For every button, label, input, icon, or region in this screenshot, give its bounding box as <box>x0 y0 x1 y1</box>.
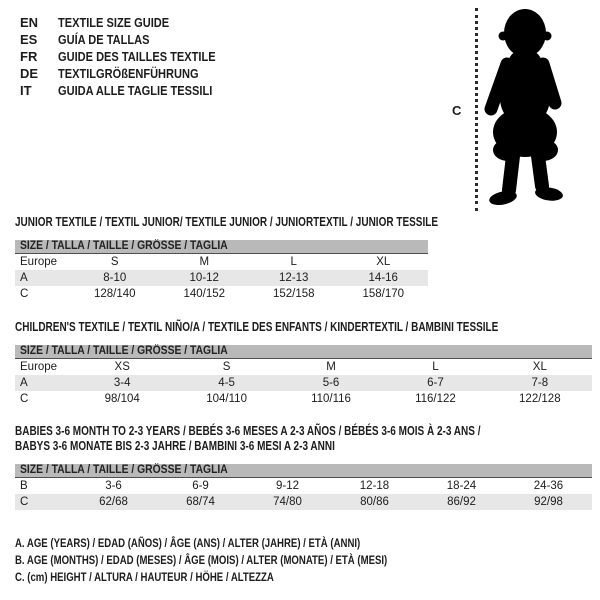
table-row <box>15 478 592 494</box>
size-cell: 152/158 <box>272 288 315 300</box>
size-cell: 6-9 <box>192 480 209 492</box>
size-cell: 6-7 <box>427 377 444 389</box>
table-title <box>15 320 592 335</box>
size-cell: 12-13 <box>279 272 309 284</box>
table-title <box>15 215 439 230</box>
size-cell: XL <box>532 361 547 373</box>
size-cell: 10-12 <box>189 272 219 284</box>
size-cell: 128/140 <box>93 288 136 300</box>
language-title: GUIDA ALLE TAGLIE TESSILI <box>58 83 213 98</box>
size-cell: 104/110 <box>206 393 247 405</box>
size-header-bar <box>15 240 428 254</box>
table-row <box>15 494 592 510</box>
size-cell: 18-24 <box>446 480 477 492</box>
table-title-line <box>15 320 592 335</box>
size-cell: 3-4 <box>113 377 131 389</box>
row-label: A <box>20 272 28 284</box>
size-cell: 7-8 <box>531 377 549 389</box>
table-row <box>15 359 592 375</box>
table-row <box>15 270 428 286</box>
size-header-bar <box>15 345 592 359</box>
baby-silhouette-icon <box>470 6 590 212</box>
table-row <box>15 286 428 302</box>
language-row <box>20 82 243 99</box>
size-cell: XS <box>114 361 130 373</box>
language-title: GUÍA DE TALLAS <box>58 32 150 47</box>
size-header-text: SIZE / TALLA / TAILLE / GRÖSSE / TAGLIA <box>20 240 228 252</box>
size-cell: 14-16 <box>368 272 398 284</box>
language-row <box>20 65 243 82</box>
language-code: FR <box>20 49 38 64</box>
size-cell: L <box>290 256 297 268</box>
size-cell: 12-18 <box>359 480 390 492</box>
size-cell: M <box>199 256 210 268</box>
row-label: A <box>20 377 28 389</box>
size-cell: 3-6 <box>105 480 122 492</box>
table-title-text: BABIES 3-6 MONTH TO 2-3 YEARS / BEBÉS 3-6 MESES A 2-3 AÑOS / BÉBÉS 3-6 MOIS À 2-3 ANS / <box>15 424 481 438</box>
size-cell: 68/74 <box>186 496 215 508</box>
size-cell: XL <box>376 256 391 268</box>
language-list <box>20 14 243 99</box>
size-cell: 4-5 <box>218 377 235 389</box>
size-cell: 110/116 <box>311 393 351 405</box>
table-title-text: CHILDREN'S TEXTILE / TEXTIL NIÑO/A / TEXTILE DES ENFANTS / KINDERTEXTIL / BAMBINI TESSILE <box>15 320 499 334</box>
size-cell: 140/152 <box>183 288 226 300</box>
language-code: DE <box>20 66 39 81</box>
size-header-text: SIZE / TALLA / TAILLE / GRÖSSE / TAGLIA <box>20 464 228 476</box>
language-code: ES <box>20 32 38 47</box>
language-row <box>20 48 243 65</box>
size-header-bar <box>15 464 592 478</box>
section-junior-textile <box>15 215 439 302</box>
table-row <box>15 391 592 407</box>
size-cell: M <box>326 361 336 373</box>
note-text: C. (cm) HEIGHT / ALTURA / HAUTEUR / HÖHE / ALTEZZA <box>15 570 274 584</box>
row-label: Europe <box>20 361 58 373</box>
table-row <box>15 254 428 270</box>
size-cell: 92/98 <box>534 496 563 508</box>
size-table <box>15 359 592 407</box>
note-line <box>15 535 480 552</box>
size-cell: S <box>110 256 119 268</box>
row-label: C <box>20 496 29 508</box>
note-text: A. AGE (YEARS) / EDAD (AÑOS) / ÂGE (ANS) / ALTER (JAHRE) / ETÀ (ANNI) <box>15 536 361 550</box>
table-title-text: BABYS 3-6 MONATE BIS 2-3 JAHRE / BAMBINI 3-6 MESI A 2-3 ANNI <box>15 439 335 453</box>
table-title <box>15 424 592 454</box>
size-cell: L <box>432 361 439 373</box>
size-cell: S <box>222 361 231 373</box>
size-cell: 86/92 <box>447 496 476 508</box>
size-cell: 80/86 <box>360 496 389 508</box>
language-row <box>20 31 243 48</box>
size-cell: 8-10 <box>103 272 127 284</box>
size-cell: 5-6 <box>322 377 340 389</box>
table-row <box>15 375 592 391</box>
language-row <box>20 14 243 31</box>
height-label-c: C <box>452 103 462 118</box>
language-title: GUIDE DES TAILLES TEXTILE <box>58 49 216 64</box>
section-babies-textile <box>15 424 592 510</box>
size-table <box>15 478 592 510</box>
size-header-text: SIZE / TALLA / TAILLE / GRÖSSE / TAGLIA <box>20 345 228 357</box>
size-cell: 98/104 <box>104 393 140 405</box>
language-code: EN <box>20 15 39 30</box>
row-label: C <box>20 288 29 300</box>
language-title: TEXTILGRÖßENFÜHRUNG <box>58 66 199 81</box>
size-cell: 116/122 <box>415 393 456 405</box>
note-text: B. AGE (MONTHS) / EDAD (MESES) / ÂGE (MOIS) / ALTER (MONATE) / ETÀ (MESI) <box>15 553 388 567</box>
size-table <box>15 254 428 302</box>
row-label: B <box>20 480 28 492</box>
language-code: IT <box>20 83 32 98</box>
row-label: C <box>20 393 29 405</box>
size-cell: 122/128 <box>519 393 561 405</box>
height-figure <box>448 6 596 216</box>
size-cell: 24-36 <box>533 480 564 492</box>
row-label: Europe <box>20 256 58 268</box>
language-title: TEXTILE SIZE GUIDE <box>58 15 170 30</box>
legend-notes <box>15 535 480 586</box>
size-cell: 9-12 <box>275 480 300 492</box>
size-cell: 62/68 <box>99 496 128 508</box>
table-title-text: JUNIOR TEXTILE / TEXTIL JUNIOR/ TEXTILE JUNIOR / JUNIORTEXTIL / JUNIOR TESSILE <box>15 215 439 229</box>
table-title-line <box>15 439 592 454</box>
size-cell: 158/170 <box>362 288 405 300</box>
note-line <box>15 552 480 569</box>
size-cell: 74/80 <box>273 496 302 508</box>
table-title-line <box>15 424 592 439</box>
section-childrens-textile <box>15 320 592 407</box>
note-line <box>15 569 480 586</box>
table-title-line <box>15 215 439 230</box>
